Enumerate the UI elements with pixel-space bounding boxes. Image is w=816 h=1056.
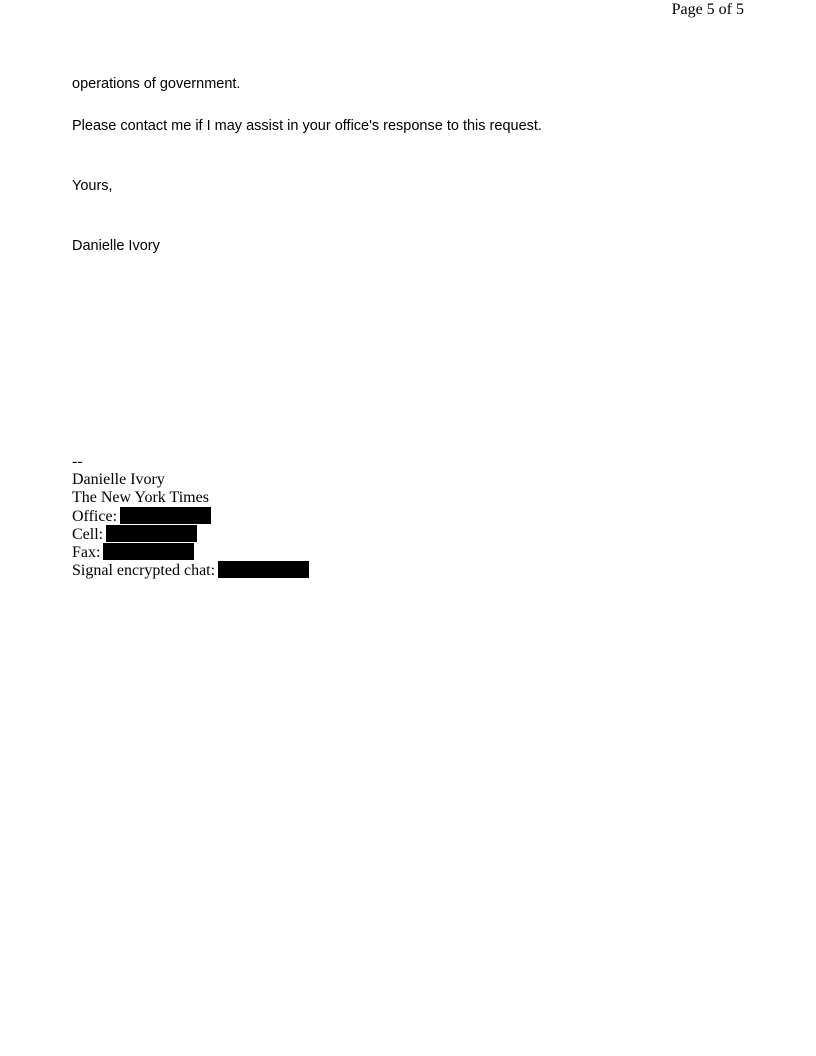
- signature-signal-line: [72, 561, 309, 579]
- signature-fax-line: [72, 543, 309, 561]
- signature-organization: The New York Times: [72, 489, 209, 506]
- redaction-block-fax: [103, 543, 194, 560]
- fax-label: Fax:: [72, 544, 101, 561]
- cell-label: Cell:: [72, 526, 104, 543]
- office-label: Office:: [72, 508, 118, 525]
- redaction-block-office: [120, 507, 211, 524]
- redaction-block-cell: [106, 525, 197, 542]
- salutation-closing: Yours,: [72, 178, 113, 194]
- signature-office-line: [72, 507, 309, 525]
- paragraph-closing-sentence: operations of government.: [72, 76, 241, 92]
- redaction-block-signal: [218, 561, 309, 578]
- page-number: Page 5 of 5: [671, 1, 744, 18]
- signature-separator: --: [72, 453, 83, 470]
- signal-label: Signal encrypted chat:: [72, 562, 216, 579]
- signature-cell-line: [72, 525, 309, 543]
- paragraph-contact-offer: Please contact me if I may assist in your office's response to this request.: [72, 118, 542, 134]
- signature-name: Danielle Ivory: [72, 471, 165, 488]
- sender-name: Danielle Ivory: [72, 238, 160, 254]
- email-signature: [72, 453, 309, 579]
